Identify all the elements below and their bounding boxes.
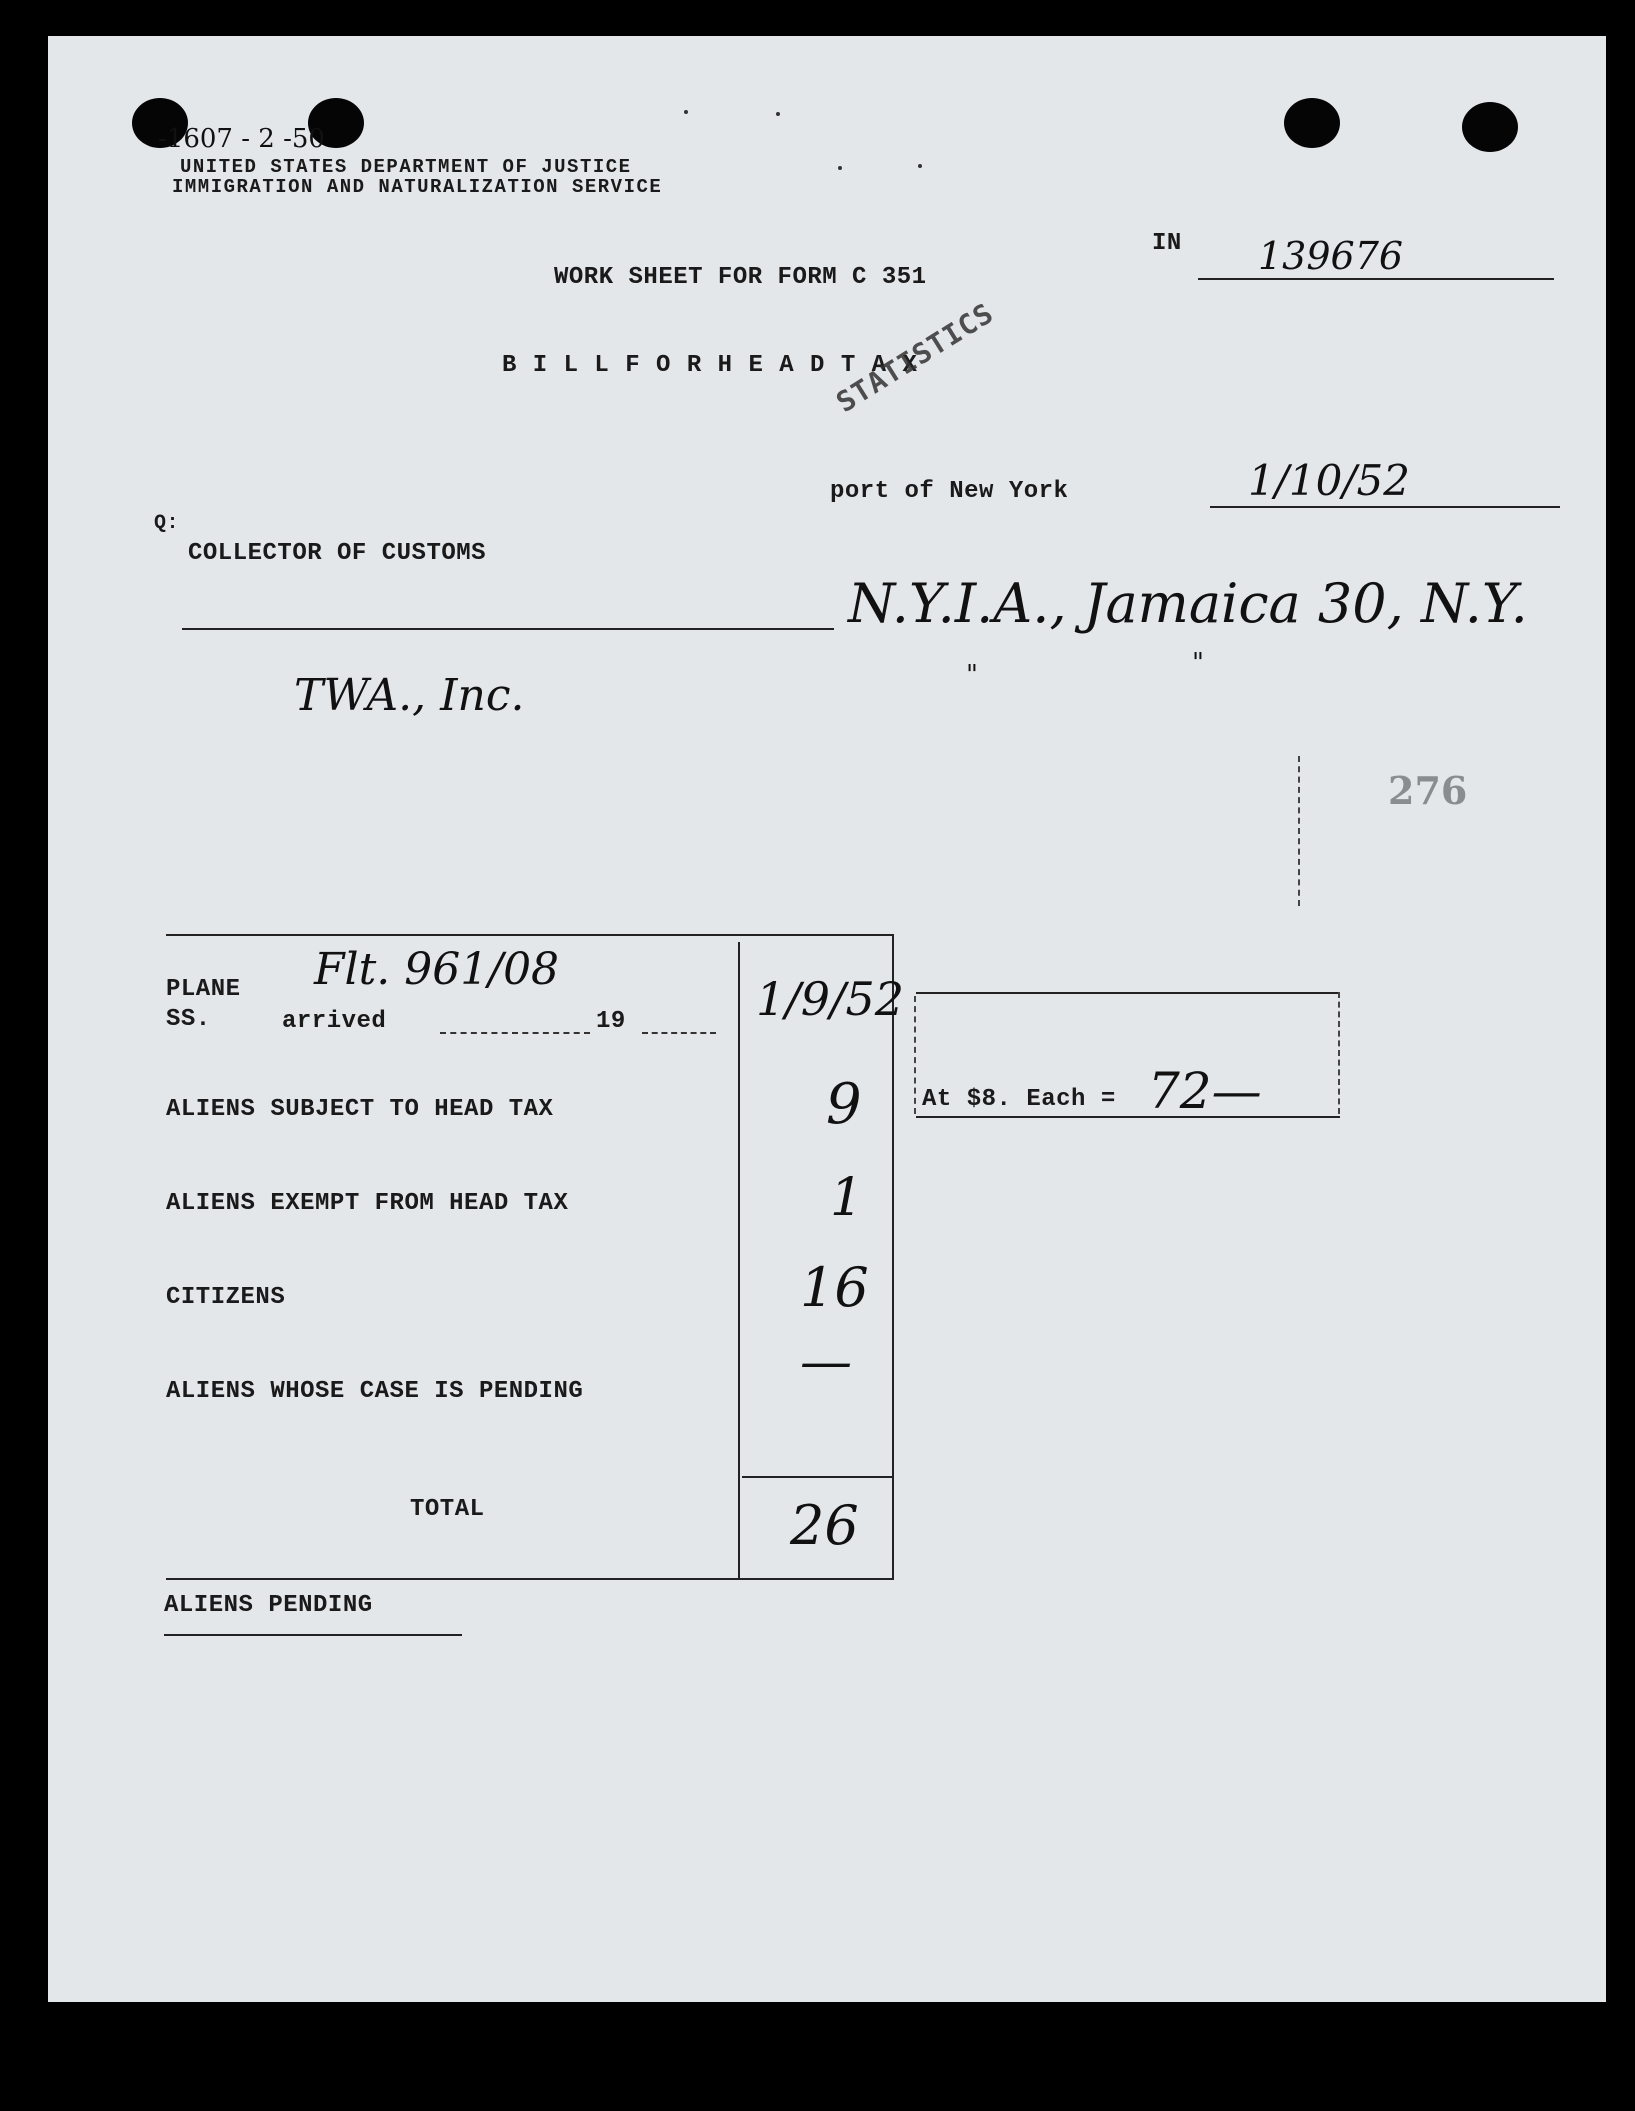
file-number: -1607 - 2 -50 (158, 124, 325, 154)
in-number-underline (1198, 278, 1554, 280)
arrived-year-blank (642, 1032, 716, 1034)
row-value-exempt: 1 (830, 1168, 864, 1228)
aliens-pending-underline (164, 1634, 462, 1636)
collector-underline (182, 628, 834, 630)
arrived-blank (440, 1032, 590, 1034)
statistics-stamp: STATISTICS (830, 296, 1000, 419)
ditto-mark-1: " (966, 660, 978, 690)
table-top-border (166, 934, 894, 936)
in-number: 139676 (1258, 234, 1404, 278)
speck (838, 166, 842, 170)
arrived-label: arrived (282, 1008, 387, 1035)
collector-location: N.Y.I.A., Jamaica 30, N.Y. (848, 572, 1528, 635)
plane-label: PLANE (166, 976, 241, 1003)
page-number: 276 (1388, 768, 1468, 813)
worksheet-title: WORK SHEET FOR FORM C 351 (554, 264, 927, 291)
ss-label: SS. (166, 1006, 211, 1033)
speck (684, 110, 688, 114)
ditto-mark-2: " (1192, 648, 1204, 678)
punch-hole-3 (1284, 98, 1340, 148)
document-page (48, 36, 1606, 2002)
row-label-subject: ALIENS SUBJECT TO HEAD TAX (166, 1096, 554, 1123)
department-name: UNITED STATES DEPARTMENT OF JUSTICE (180, 156, 632, 178)
port-date-underline (1210, 506, 1560, 508)
total-rule (742, 1476, 892, 1478)
row-label-exempt: ALIENS EXEMPT FROM HEAD TAX (166, 1190, 569, 1217)
carrier-name: TWA., Inc. (294, 670, 525, 721)
table-right-border (892, 934, 894, 1580)
tax-box-top (916, 992, 1340, 994)
speck (918, 164, 922, 168)
service-name: IMMIGRATION AND NATURALIZATION SERVICE (172, 176, 663, 198)
tax-amount: 72— (1148, 1062, 1262, 1120)
flight-number: Flt. 961/08 (314, 944, 560, 995)
tax-box-bottom (916, 1116, 1340, 1118)
table-bottom-border (166, 1578, 894, 1580)
port-date: 1/10/52 (1248, 456, 1410, 505)
year-prefix: 19 (596, 1008, 626, 1035)
port-label: port of New York (830, 478, 1069, 505)
total-label: TOTAL (410, 1496, 485, 1523)
collector-of-customs: COLLECTOR OF CUSTOMS (188, 540, 487, 567)
total-value: 26 (790, 1494, 859, 1557)
speck (776, 112, 780, 116)
row-value-pending: — (800, 1332, 852, 1392)
tax-box-right (1338, 992, 1340, 1114)
margin-mark (1298, 756, 1300, 906)
tax-box-left (914, 996, 916, 1114)
row-value-subject: 9 (826, 1072, 862, 1137)
aliens-pending-label: ALIENS PENDING (164, 1592, 373, 1619)
row-label-citizens: CITIZENS (166, 1284, 286, 1311)
arrival-date: 1/9/52 (756, 972, 905, 1026)
row-label-pending: ALIENS WHOSE CASE IS PENDING (166, 1378, 584, 1405)
to-label: Q: (154, 512, 180, 535)
in-label: IN (1152, 230, 1182, 257)
bill-title: B I L L F O R H E A D T A X (502, 352, 918, 379)
punch-hole-4 (1462, 102, 1518, 152)
row-value-citizens: 16 (800, 1256, 869, 1319)
tax-rate: At $8. Each = (922, 1086, 1116, 1113)
table-divider (738, 942, 740, 1580)
